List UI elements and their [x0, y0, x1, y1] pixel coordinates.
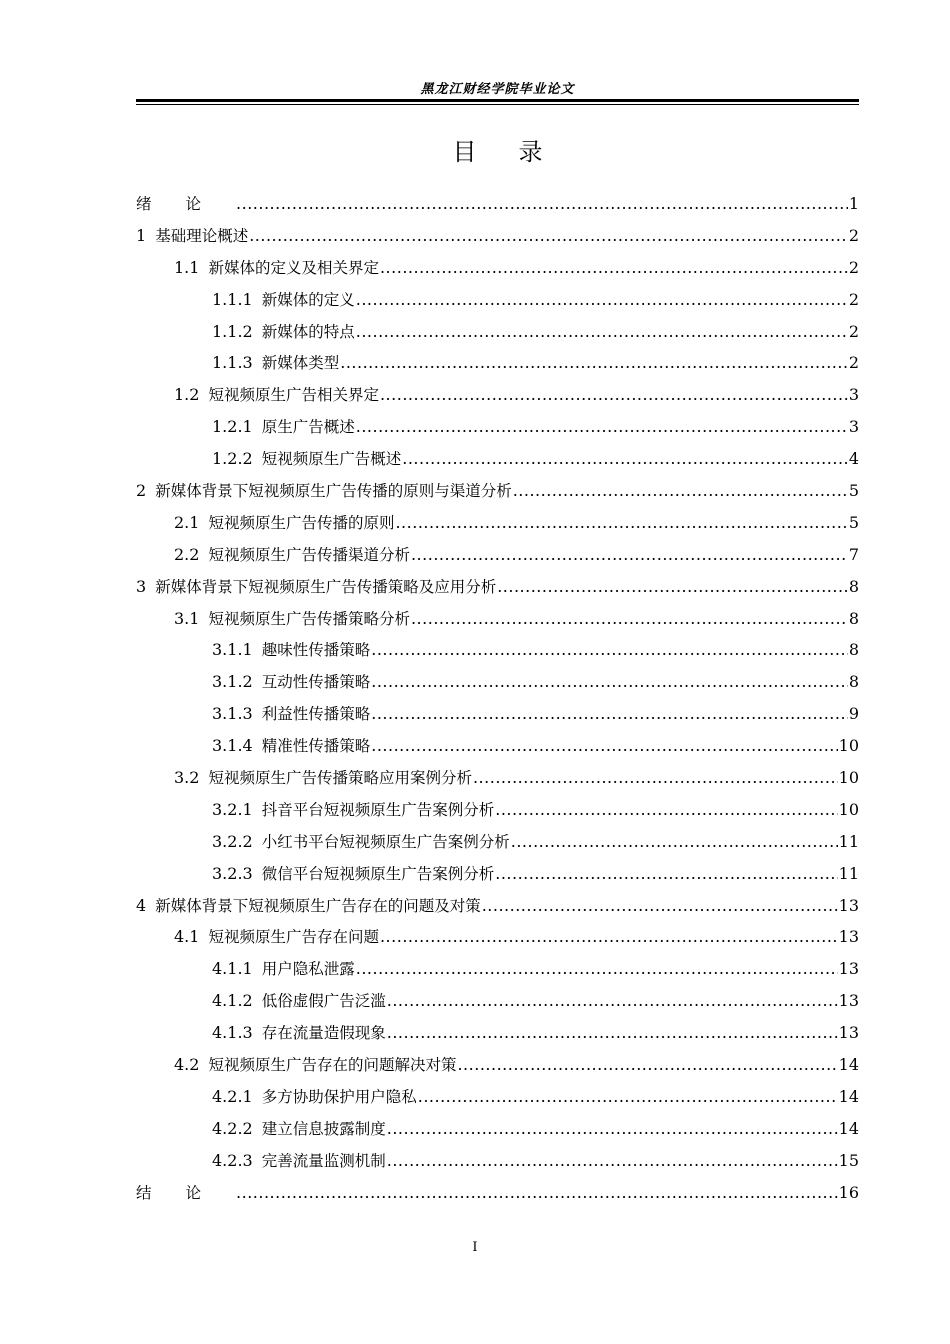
toc-entry-label: 新媒体背景下短视频原生广告传播策略及应用分析	[155, 577, 497, 596]
header-rule-thick	[136, 99, 859, 102]
toc-entry-page: 10	[838, 799, 859, 819]
toc-entry-number: 4.2	[174, 1055, 200, 1075]
toc-entry[interactable]	[136, 475, 859, 507]
toc-dot-leader	[402, 443, 848, 475]
toc-entry-page: 8	[848, 576, 859, 596]
toc-entry[interactable]	[136, 1081, 859, 1113]
toc-entry[interactable]	[136, 794, 859, 826]
toc-entry[interactable]	[136, 698, 859, 730]
toc-entry-page: 2	[848, 353, 859, 373]
toc-entry[interactable]	[136, 379, 859, 411]
toc-entry[interactable]	[136, 858, 859, 890]
toc-entry-number: 4.1.1	[212, 959, 253, 979]
toc-entry[interactable]	[136, 316, 859, 348]
toc-entry-label: 完善流量监测机制	[261, 1151, 386, 1170]
toc-dot-leader	[387, 985, 838, 1017]
toc-entry-label: 短视频原生广告传播策略应用案例分析	[208, 769, 472, 788]
toc-entry-page: 2	[848, 289, 859, 309]
toc-entry[interactable]	[136, 762, 859, 794]
toc-entry[interactable]	[136, 411, 859, 443]
toc-dot-leader	[356, 284, 848, 316]
toc-dot-leader	[387, 1145, 838, 1177]
toc-entry-page: 8	[848, 672, 859, 692]
toc-entry-label: 存在流量造假现象	[261, 1024, 386, 1043]
toc-dot-leader	[380, 921, 838, 953]
toc-entry-number: 1.1.3	[212, 353, 253, 373]
toc-entry-number: 4.1.2	[212, 991, 253, 1011]
toc-entry-page: 13	[838, 895, 859, 915]
toc-dot-leader	[482, 890, 838, 922]
toc-entry[interactable]	[136, 507, 859, 539]
toc-dot-leader	[387, 1113, 838, 1145]
toc-entry-label: 短视频原生广告存在问题	[208, 928, 379, 947]
toc-entry-page: 4	[848, 449, 859, 469]
toc-dot-leader	[418, 1081, 838, 1113]
toc-entry-page: 1	[848, 194, 859, 213]
toc-entry-number: 3.2.2	[212, 831, 253, 851]
toc-entry-page: 2	[848, 225, 859, 245]
toc-entry-page: 10	[838, 768, 859, 788]
toc-entry-number: 3.2	[174, 768, 200, 788]
toc-entry-page: 16	[838, 1182, 859, 1202]
toc-entry[interactable]	[136, 443, 859, 475]
toc-dot-leader	[371, 730, 837, 762]
toc-entry-number: 4.1	[174, 927, 200, 947]
toc-entry-label: 短视频原生广告传播渠道分析	[208, 545, 410, 564]
toc-dot-leader	[356, 316, 848, 348]
toc-entry-page: 13	[838, 991, 859, 1011]
toc-dot-leader	[511, 826, 838, 858]
toc-entry-page: 14	[838, 1118, 859, 1138]
toc-entry-number: 3.1.3	[212, 704, 253, 724]
toc-entry-page: 15	[838, 1150, 859, 1170]
toc-entry[interactable]	[136, 1017, 859, 1049]
table-of-contents	[136, 188, 859, 1209]
toc-entry-label: 用户隐私泄露	[261, 960, 355, 979]
toc-entry-number: 1	[136, 225, 147, 245]
toc-entry[interactable]	[136, 252, 859, 284]
toc-dot-leader	[495, 858, 837, 890]
toc-dot-leader	[411, 539, 848, 571]
toc-entry-number: 4	[136, 895, 147, 915]
toc-entry-label: 新媒体的定义及相关界定	[208, 258, 379, 277]
toc-entry-label: 互动性传播策略	[261, 673, 371, 692]
toc-entry-number: 3.1.1	[212, 640, 253, 660]
toc-entry[interactable]	[136, 1145, 859, 1177]
toc-dot-leader	[380, 252, 848, 284]
toc-dot-leader	[371, 634, 848, 666]
toc-entry-number: 3.1.4	[212, 736, 253, 756]
toc-entry-label: 原生广告概述	[261, 418, 355, 437]
toc-dot-leader	[371, 666, 848, 698]
toc-dot-leader	[457, 1049, 837, 1081]
toc-entry-page: 2	[848, 257, 859, 277]
toc-entry-page: 10	[838, 736, 859, 756]
toc-entry-label: 多方协助保护用户隐私	[261, 1087, 417, 1106]
toc-entry[interactable]	[136, 890, 859, 922]
toc-entry-number: 4.2.2	[212, 1118, 253, 1138]
toc-entry[interactable]	[136, 1049, 859, 1081]
toc-dot-leader	[473, 762, 838, 794]
toc-entry-number: 3.2.3	[212, 863, 253, 883]
toc-dot-leader	[356, 411, 848, 443]
page-number: I	[472, 1240, 478, 1255]
toc-dot-leader	[236, 1177, 838, 1209]
toc-entry-number: 1.1.1	[212, 289, 253, 309]
toc-entry-label: 基础理论概述	[155, 226, 249, 245]
toc-entry-page: 11	[838, 863, 859, 883]
toc-entry[interactable]	[136, 730, 859, 762]
toc-entry[interactable]	[136, 571, 859, 603]
toc-entry-page: 14	[838, 1086, 859, 1106]
toc-entry[interactable]	[136, 284, 859, 316]
toc-entry-page: 13	[838, 1023, 859, 1043]
toc-entry[interactable]	[136, 953, 859, 985]
toc-entry-page: 11	[838, 831, 859, 851]
toc-dot-leader	[411, 603, 848, 635]
toc-entry-page: 3	[848, 417, 859, 437]
toc-entry-page: 8	[848, 640, 859, 660]
toc-entry-label: 新媒体背景下短视频原生广告传播的原则与渠道分析	[155, 482, 512, 501]
toc-dot-leader	[380, 379, 848, 411]
toc-entry-number: 1.2.2	[212, 449, 253, 469]
toc-entry-number: 1.1.2	[212, 321, 253, 341]
toc-entry-label: 结论	[136, 1183, 236, 1202]
toc-dot-leader	[371, 698, 848, 730]
toc-entry-number: 4.2.3	[212, 1150, 253, 1170]
toc-entry-number: 2.1	[174, 512, 200, 532]
toc-dot-leader	[387, 1017, 838, 1049]
toc-entry-page: 14	[838, 1055, 859, 1075]
toc-entry-label: 短视频原生广告传播策略分析	[208, 609, 410, 628]
toc-entry-number: 3.1	[174, 608, 200, 628]
toc-entry-number: 3.1.2	[212, 672, 253, 692]
toc-entry-page: 7	[848, 544, 859, 564]
toc-entry-label: 短视频原生广告存在的问题解决对策	[208, 1056, 457, 1075]
toc-dot-leader	[236, 188, 848, 220]
toc-title: 目录	[452, 138, 585, 166]
toc-dot-leader	[497, 571, 848, 603]
toc-entry-page: 9	[848, 704, 859, 724]
toc-entry[interactable]	[136, 188, 859, 220]
header-rule-thin	[136, 104, 859, 105]
toc-entry-label: 小红书平台短视频原生广告案例分析	[261, 832, 510, 851]
toc-entry-label: 抖音平台短视频原生广告案例分析	[261, 800, 495, 819]
toc-dot-leader	[513, 475, 848, 507]
toc-entry-label: 利益性传播策略	[261, 705, 371, 724]
toc-entry-page: 8	[848, 608, 859, 628]
toc-entry-label: 低俗虚假广告泛滥	[261, 992, 386, 1011]
toc-entry-label: 新媒体类型	[261, 354, 340, 373]
toc-entry-number: 2	[136, 481, 147, 501]
toc-entry-number: 1.1	[174, 257, 200, 277]
toc-entry[interactable]	[136, 220, 859, 252]
toc-entry-page: 5	[848, 512, 859, 532]
toc-entry[interactable]	[136, 1113, 859, 1145]
toc-entry[interactable]	[136, 921, 859, 953]
toc-entry-label: 趣味性传播策略	[261, 641, 371, 660]
toc-entry-label: 建立信息披露制度	[261, 1119, 386, 1138]
toc-entry-label: 新媒体背景下短视频原生广告存在的问题及对策	[155, 896, 481, 915]
toc-entry[interactable]	[136, 347, 859, 379]
toc-entry-number: 2.2	[174, 544, 200, 564]
toc-dot-leader	[356, 953, 838, 985]
toc-entry-page: 2	[848, 321, 859, 341]
running-header: 黑龙江财经学院毕业论文	[420, 82, 575, 97]
toc-entry[interactable]	[136, 666, 859, 698]
toc-entry-number: 4.1.3	[212, 1023, 253, 1043]
toc-entry-number: 3.2.1	[212, 799, 253, 819]
toc-entry[interactable]	[136, 1177, 859, 1209]
toc-entry-page: 13	[838, 959, 859, 979]
toc-entry[interactable]	[136, 634, 859, 666]
toc-entry-number: 1.2	[174, 385, 200, 405]
toc-entry-label: 新媒体的定义	[261, 290, 355, 309]
toc-entry-label: 短视频原生广告概述	[261, 450, 402, 469]
toc-entry-number: 1.2.1	[212, 417, 253, 437]
toc-dot-leader	[249, 220, 848, 252]
toc-entry-label: 绪论	[136, 195, 236, 213]
toc-entry-page: 13	[838, 927, 859, 947]
toc-entry-page: 5	[848, 481, 859, 501]
toc-entry-label: 新媒体的特点	[261, 322, 355, 341]
toc-entry[interactable]	[136, 539, 859, 571]
toc-dot-leader	[340, 347, 848, 379]
toc-entry-page: 3	[848, 385, 859, 405]
toc-entry[interactable]	[136, 985, 859, 1017]
toc-entry-number: 3	[136, 576, 147, 596]
toc-entry-label: 短视频原生广告传播的原则	[208, 513, 395, 532]
toc-entry[interactable]	[136, 826, 859, 858]
toc-entry-number: 4.2.1	[212, 1086, 253, 1106]
toc-entry[interactable]	[136, 603, 859, 635]
toc-dot-leader	[395, 507, 847, 539]
toc-entry-label: 短视频原生广告相关界定	[208, 386, 379, 405]
toc-entry-label: 微信平台短视频原生广告案例分析	[261, 864, 495, 883]
toc-entry-label: 精准性传播策略	[261, 737, 371, 756]
toc-dot-leader	[495, 794, 837, 826]
